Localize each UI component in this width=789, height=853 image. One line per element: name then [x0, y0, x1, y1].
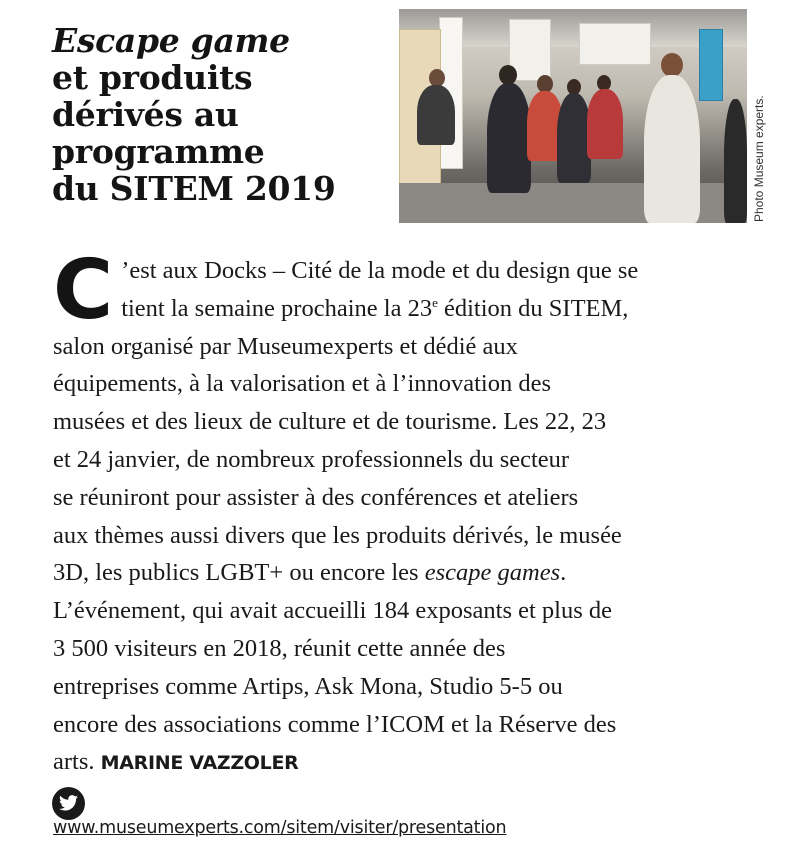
article-line: L’événement, qui avait accueilli 184 exposants et plus de	[53, 597, 613, 625]
article-line: entreprises comme Artips, Ask Mona, Studio 5-5 ou	[53, 672, 563, 700]
website-link[interactable]: www.museumexperts.com/sitem/visiter/presentation	[53, 818, 507, 838]
article-line: 3 500 visiteurs en 2018, réunit cette année des	[53, 634, 506, 662]
photo-credit: Photo Museum experts.	[752, 95, 766, 222]
article-line: se réuniront pour assister à des conférences et ateliers	[53, 483, 579, 511]
drop-cap: C	[53, 243, 114, 338]
headline	[52, 22, 392, 207]
article-line: encore des associations comme l’ICOM et la Réserve des	[53, 710, 617, 738]
article-line: musées et des lieux de culture et de tourisme. Les 22, 23	[53, 408, 607, 436]
twitter-bird-icon	[59, 795, 78, 811]
article-body	[53, 243, 758, 783]
article-line	[53, 554, 758, 592]
article-line-text: arts.	[53, 748, 101, 776]
headline-line: et produits	[52, 58, 253, 97]
headline-line: dérivés au	[52, 95, 239, 134]
article-line: salon organisé par Museumexperts et dédié aux	[53, 332, 518, 360]
article-line	[53, 743, 758, 783]
article-line: équipements, à la valorisation et à l’innovation des	[53, 370, 552, 398]
twitter-icon[interactable]	[52, 787, 85, 820]
article-line-text: 3D, les publics LGBT+ ou encore les	[53, 559, 425, 587]
headline-line: du SITEM 2019	[52, 169, 336, 208]
article-line-text: .	[560, 559, 567, 587]
headline-line: programme	[52, 132, 265, 171]
ordinal-superscript: e	[432, 294, 438, 310]
event-photo	[399, 9, 747, 223]
headline-italic: Escape game	[52, 21, 290, 60]
article-line: et 24 janvier, de nombreux professionnels du secteur	[53, 445, 570, 473]
author-byline: MARINE VAZZOLER	[100, 752, 299, 775]
article-line-text: tient la semaine prochaine la 23	[121, 294, 433, 322]
article-line: aux thèmes aussi divers que les produits dérivés, le musée	[53, 521, 622, 549]
article-line	[53, 290, 758, 328]
italic-phrase: escape games	[424, 559, 561, 587]
article-line-text: édition du SITEM,	[437, 294, 629, 322]
article-line: ’est aux Docks – Cité de la mode et du design que se	[121, 257, 639, 284]
